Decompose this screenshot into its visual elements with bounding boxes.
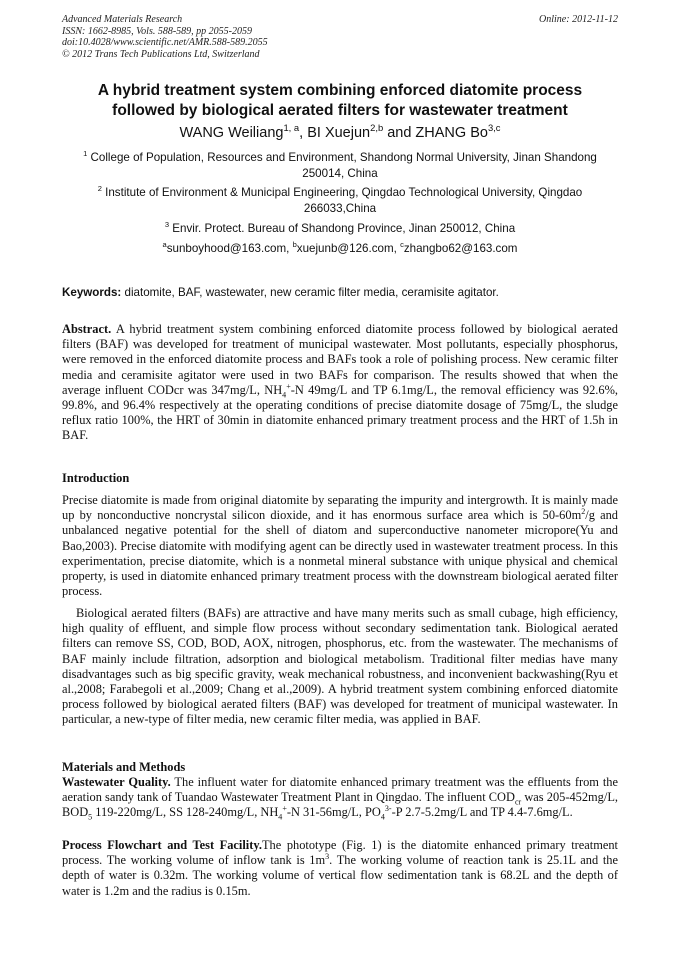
- methods-heading: Materials and Methods: [62, 760, 186, 774]
- email-c-link[interactable]: zhangbo62@163.com: [403, 242, 518, 255]
- pf-label: Process Flowchart and Test Facility.: [62, 838, 262, 852]
- pf-sup: 3: [325, 852, 330, 862]
- affiliation-1: [62, 150, 618, 182]
- keywords-text: diatomite, BAF, wastewater, new ceramic filter media, ceramisite agitator.: [121, 286, 499, 299]
- abstract: [62, 322, 618, 444]
- intro-p1-sup: 2: [581, 507, 586, 517]
- wq-sub-po4: 4: [380, 812, 385, 822]
- aff-2-num: 2: [97, 184, 102, 194]
- pf-text-b: . The working volume of reaction tank is 25.1L and the depth of water is 0.32m. The working volume of vertical flow sedimentation tank is 68.2L and the depth of water is 1.2m and the radius is 0.15m.: [62, 853, 618, 898]
- wastewater-quality-paragraph: [62, 775, 618, 821]
- intro-p1-b: /g and unbalanced negative potential for the shell of diatom and superconductive nanometer micropore(Yu and Bao,2003). Precise diatomite with modifying agent can be directly used in wastewater treatment process. In this experimentation, precise diatomite, which is a nonmetal mineral substance with unique physical and chemical property, is used in diatomite enhanced primary treatment process with the downstream biological aerated filter process.: [62, 508, 618, 599]
- email-b-link[interactable]: xuejunb@126.com,: [296, 242, 401, 255]
- process-flowchart-paragraph: [62, 838, 618, 899]
- author-1-sup: 1, a: [283, 122, 300, 134]
- author-2: , BI Xuejun: [299, 125, 371, 141]
- author-3: and ZHANG Bo: [383, 125, 488, 141]
- wq-sub-4: 4: [278, 812, 283, 822]
- issn-line: ISSN: 1662-8985, Vols. 588-589, pp 2055-2059: [62, 25, 252, 37]
- intro-paragraph-2: Biological aerated filters (BAFs) are attractive and have many merits such as small cubage, high efficiency, high quality of effluent, and simple flow process without secondary sedimentation tank. Biological aerated filters can remove SS, COD, BOD, AOX, nitrogen, phosphorus, etc. from the wastewater. The mechanisms of BAF mainly include filtration, adsorption and biological metabolism. Traditional filter medias have many disadvantages such as big specific gravity, weak mechanical robustness, and inconvenient backwashing(Ryu et al.,2008; Farabegoli et al.,2009; Chang et al.,2009). A hybrid treatment system combining enforced diatomite process followed by biological aerated filters (BAF) was developed for treatment of municipal wastewater. In particular, a new-type of filter media, new ceramic filter media, was applied in BAF.: [62, 606, 618, 727]
- aff-1-text: College of Population, Resources and Environment, Shandong Normal University, Jinan Shandong 250014, China: [87, 151, 597, 180]
- email-line: [62, 241, 618, 257]
- intro-p1-a: Precise diatomite is made from original diatomite by separating the impurity and intergrowth. It is mainly made up by nonconductive noncrystal silicon dioxide, and it has enormous surface area which is 50-60m: [62, 493, 618, 523]
- online-date: Online: 2012-11-12: [539, 14, 618, 25]
- pf-text-a: The phototype (Fig. 1) is the diatomite enhanced primary treatment process. The working volume of inflow tank is 1m: [62, 838, 618, 868]
- wq-text-b: was 205-452mg/L, BOD: [62, 790, 618, 820]
- wq-sup-plus: +: [282, 804, 287, 814]
- introduction-heading: Introduction: [62, 471, 130, 485]
- wq-text-d: -N 31-56mg/L, PO: [286, 805, 381, 820]
- paper-title: [62, 81, 618, 121]
- author-1: WANG Weiliang: [179, 125, 284, 141]
- wq-sub-cr: cr: [514, 797, 522, 807]
- wq-sup-3minus: 3-: [384, 804, 392, 814]
- author-list: [62, 124, 618, 142]
- abstract-text-1: A hybrid treatment system combining enforced diatomite process followed by biological aerated filters (BAF) was developed for treatment of municipal wastewater. Most pollutants, especially phosphorus, were removed in the enforced diatomite process and BAFs took a role of polishing process. New ceramic filter media and ceramisite agitator were used in two BAFs for comparison. The results showed that when the average influent CODcr was 347mg/L, NH: [62, 322, 618, 397]
- copyright-line: © 2012 Trans Tech Publications Ltd, Switzerland: [62, 48, 260, 60]
- abstract-label: Abstract.: [62, 322, 112, 336]
- aff-2-text: Institute of Environment & Municipal Engineering, Qingdao Technological University, Qingdao 266033,China: [101, 186, 583, 215]
- aff-1-num: 1: [83, 149, 88, 159]
- affiliation-3: [62, 221, 618, 237]
- wq-sub-5: 5: [88, 812, 93, 822]
- email-c-sup: c: [400, 240, 404, 250]
- aff-3-text: Envir. Protect. Bureau of Shandong Province, Jinan 250012, China: [169, 222, 516, 235]
- email-b-sup: b: [292, 240, 297, 250]
- wq-text-c: 119-220mg/L, SS 128-240mg/L, NH: [92, 805, 279, 820]
- abstract-sub: 4: [282, 390, 287, 400]
- abstract-text-2: -N 49mg/L and TP 6.1mg/L, the removal efficiency was 92.6%, 99.8%, and 96.4% respectively at the operating conditions of precise diatomite dosage of 75mg/L, the sludge reflux ratio 100%, the HRT of 30min in diatomite enhanced primary treatment process and the HRT of 1.5h in BAF.: [62, 382, 618, 443]
- keywords-label: Keywords:: [62, 286, 122, 299]
- doi-line: doi:10.4028/www.scientific.net/AMR.588-589.2055: [62, 37, 268, 48]
- author-2-sup: 2,b: [370, 122, 384, 134]
- wq-label: Wastewater Quality.: [62, 775, 171, 789]
- journal-header: [62, 14, 618, 60]
- wq-text-e: -P 2.7-5.2mg/L and TP 4.4-7.6mg/L.: [391, 805, 573, 820]
- intro-paragraph-1: [62, 493, 618, 599]
- title-line-1: A hybrid treatment system combining enforced diatomite process: [97, 82, 583, 99]
- aff-3-num: 3: [164, 220, 170, 230]
- journal-name: Advanced Materials Research: [62, 14, 183, 25]
- abstract-sup: +: [286, 381, 291, 391]
- keywords: [62, 285, 618, 301]
- author-3-sup: 3,c: [487, 122, 501, 134]
- wq-text-a: The influent water for diatomite enhanced primary treatment was the effluents from the aeration sandy tank of Tuandao Wastewater Treatment Plant in Qingdao. The influent COD: [62, 775, 618, 805]
- email-a-link[interactable]: sunboyhood@163.com,: [166, 242, 293, 255]
- title-line-2: followed by biological aerated filters for wastewater treatment: [112, 102, 568, 119]
- affiliation-2: [62, 185, 618, 217]
- email-a-sup: a: [162, 240, 167, 250]
